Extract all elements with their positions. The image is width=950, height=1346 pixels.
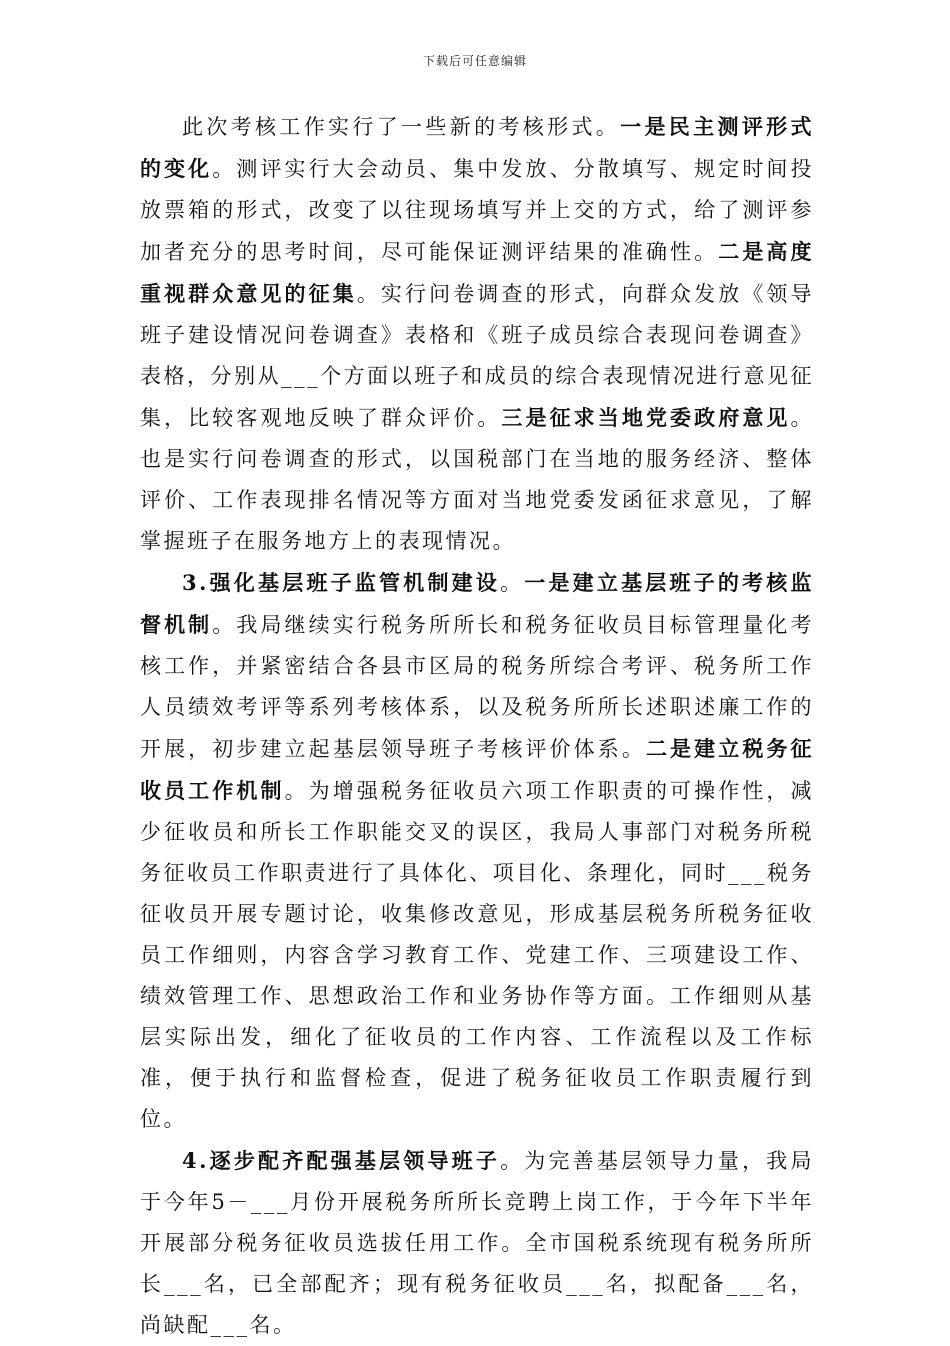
text-segment: 。为完善基层领导力量，我局于今年5－___月份开展税务所所长竞聘上岗工作，于今年下半年开展部分税务征收员选拔任用工作。全市国税系统现有税务所所长___名，已全部配齐；现有税务征收员___名，拟配备___名，尚缺配___名。 <box>140 1149 814 1337</box>
text-segment: 。实行问卷调查的形式，向群众发放《领导班子建设情况问卷调查》表格和《班子成员综合表现问卷调查》表格，分别从___个方面以班子和成员的综合表现情况进行意见征集，比较客观地反映了群众评价。 <box>140 282 815 430</box>
bold-heading-segment: 一是民主测评形式的变化 <box>140 114 815 181</box>
text-segment: 。我局继续实行税务所所长和税务征收员目标管理量化考核工作，并紧密结合各县市区局的税务所综合考评、税务所工作人员绩效考评等系列考核体系，以及税务所所长述职述廉工作的开展，初步建立起基层领导班子考核评价体系。 <box>140 613 815 761</box>
text-segment: 。为增强税务征收员六项工作职责的可操作性，减少征收员和所长工作职能交叉的误区，我局人事部门对税务所税务征收员工作职责进行了具体化、项目化、条理化，同时___税务征收员开展专题讨论，收集修改意见，形成基层税务所税务征收员工作细则，内容含学习教育工作、党建工作、三项建设工作、绩效管理工作、思想政治工作和业务协作等方面。工作细则从基层实际出发，细化了征收员的工作内容、工作流程以及工作标准，便于执行和监督检查，促进了税务征收员工作职责履行到位。 <box>140 779 815 1131</box>
text-segment: 。 <box>500 571 525 595</box>
page-header: 下载后可任意编辑 <box>422 54 527 68</box>
bold-heading-segment: 一是建立基层班子的考核监督机制 <box>140 570 814 637</box>
bold-heading-segment: 二是建立税务征收员工作机制 <box>140 736 815 803</box>
document-body <box>140 106 814 1346</box>
paragraph <box>140 1140 814 1346</box>
bold-heading-segment: 三是征求当地党委政府意见 <box>501 405 791 430</box>
paragraph <box>140 562 814 1140</box>
text-segment: 。测评实行大会动员、集中发放、分散填写、规定时间投放票箱的形式，改变了以往现场填写并上交的方式，给了测评参加者充分的思考时间，尽可能保证测评结果的准确性。 <box>140 157 815 264</box>
section-heading: 4.逐步配齐配强基层领导班子 <box>182 1148 501 1173</box>
text-segment: 此次考核工作实行了一些新的考核形式。 <box>182 115 621 139</box>
bold-heading-segment: 二是高度重视群众意见的征集 <box>140 239 815 306</box>
paragraph <box>140 106 814 562</box>
text-segment: 。也是实行问卷调查的形式，以国税部门在当地的服务经济、整体评价、工作表现排名情况等方面对当地党委发函征求意见，了解掌握班子在服务地方上的表现情况。 <box>140 406 815 553</box>
section-heading: 3.强化基层班子监管机制建设 <box>182 570 501 595</box>
